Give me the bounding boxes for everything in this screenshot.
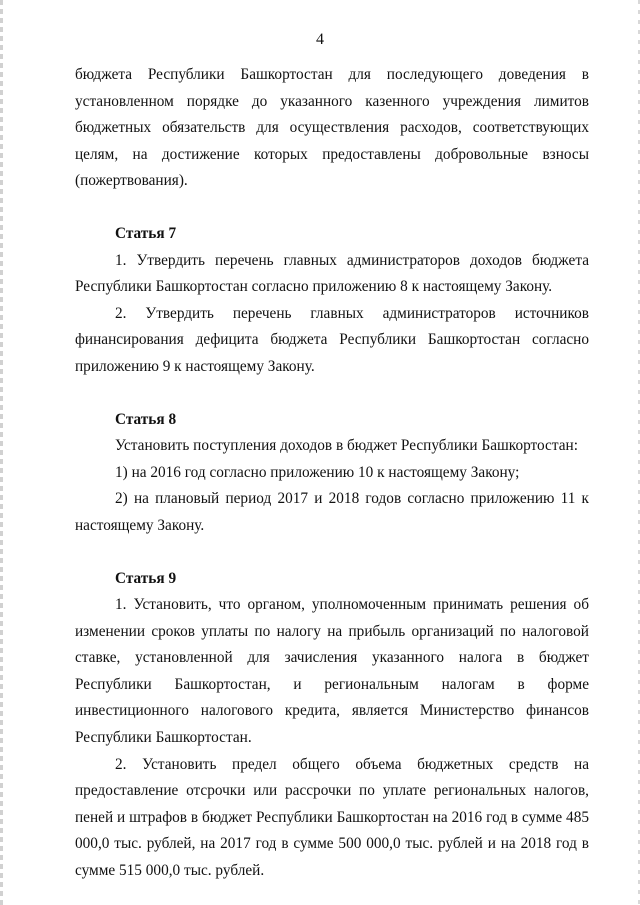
- article-heading: Статья 7: [115, 224, 177, 242]
- scan-edge-left: [0, 0, 3, 905]
- article-7: [75, 221, 589, 381]
- article-paragraph: 2) на плановый период 2017 и 2018 годов согласно приложению 11 к настоящему Закону.: [75, 490, 589, 534]
- article-paragraph: 1. Установить, что органом, уполномоченным принимать решения об изменении сроков уплаты по налогу на прибыль организаций по налоговой ставке, установленной для зачисления указанного налога в бюджет Республики Башкортостан, и региональным налогам в форме инвестиционного налогового кредита, является Министерство финансов Республики Башкортостан.: [75, 596, 589, 747]
- article-paragraph: 1) на 2016 год согласно приложению 10 к настоящему Закону;: [115, 463, 520, 481]
- intro-paragraph: бюджета Республики Башкортостан для последующего доведения в установленном порядке до указанного казенного учреждения лимитов бюджетных обязательств для осуществления расходов, соответствующих целям, на достижение которых предоставлены добровольные взносы (пожертвования).: [75, 66, 589, 190]
- article-heading: Статья 9: [115, 569, 177, 587]
- article-paragraph: 1. Утвердить перечень главных администраторов доходов бюджета Республики Башкортостан согласно приложению 8 к настоящему Закону.: [75, 251, 589, 296]
- article-8: [75, 407, 589, 540]
- page-number: 4: [316, 31, 324, 48]
- article-paragraph: 2. Установить предел общего объема бюджетных средств на предоставление отсрочки или рассрочки по уплате региональных налогов, пеней и штрафов в бюджет Республики Башкортостан на 2016 год в сумме 485 000,0 тыс. рублей, на 2017 год в сумме 500 000,0 тыс. рублей и на 2018 год в сумме 515 000,0 тыс. рублей.: [75, 755, 589, 880]
- article-paragraph: Установить поступления доходов в бюджет Республики Башкортостан:: [115, 437, 578, 455]
- document-body: [75, 62, 589, 885]
- article-9: [75, 566, 589, 885]
- article-paragraph: 2. Утвердить перечень главных администраторов источников финансирования дефицита бюджета Республики Башкортостан согласно приложению 9 к настоящему Закону.: [75, 304, 589, 375]
- article-heading: Статья 8: [115, 410, 177, 428]
